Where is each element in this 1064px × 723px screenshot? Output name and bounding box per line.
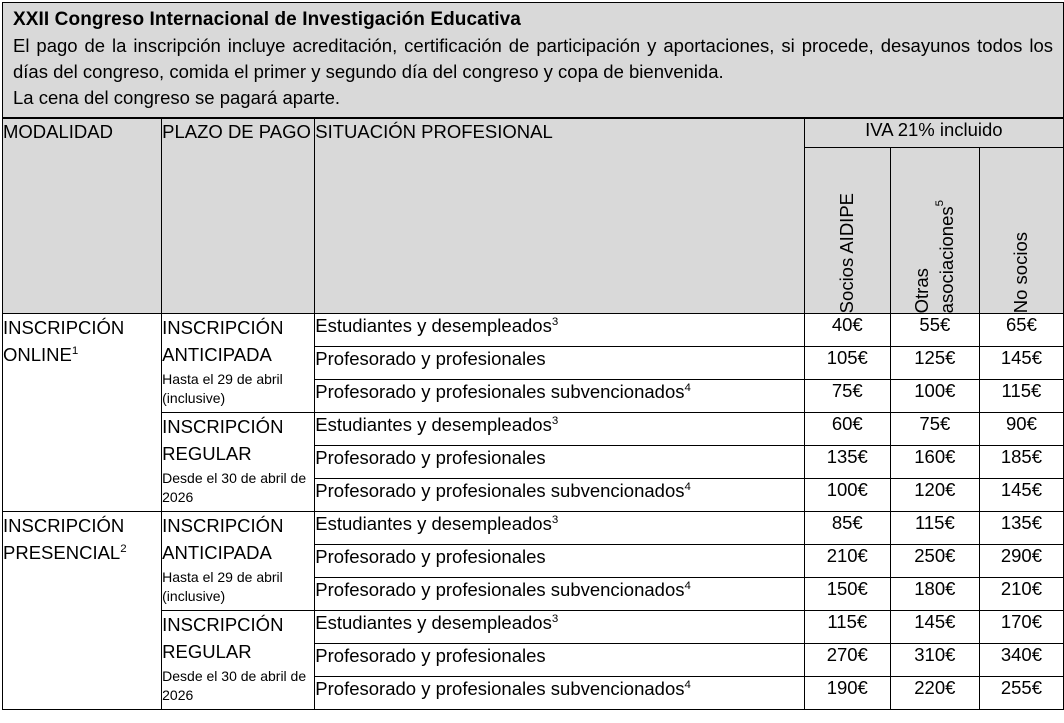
column-header-otras-asociaciones — [890, 148, 979, 314]
price-cell-no-socios: 115€ — [979, 380, 1063, 413]
column-header-iva-group: IVA 21% incluido — [804, 119, 1063, 148]
situacion-cell — [315, 479, 804, 512]
plazo-note: Hasta el 29 de abril (inclusive) — [162, 371, 283, 406]
price-cell-socios-aidipe: 210€ — [804, 545, 890, 578]
price-cell-otras-asociaciones: 120€ — [890, 479, 979, 512]
price-cell-no-socios: 90€ — [979, 413, 1063, 446]
modality-footnote: 1 — [71, 344, 79, 357]
otras-asociaciones-label — [910, 196, 960, 313]
page-title: XXII Congreso Internacional de Investigación Educativa — [13, 9, 521, 30]
situacion-cell — [315, 413, 804, 446]
situacion-label: Estudiantes y desempleados — [315, 315, 552, 336]
intro-line-3: La cena del congreso se pagará aparte. — [13, 87, 341, 108]
plazo-title-line-2: ANTICIPADA — [162, 344, 272, 365]
situacion-cell — [315, 446, 804, 479]
price-cell-otras-asociaciones: 145€ — [890, 611, 979, 644]
price-cell-otras-asociaciones: 310€ — [890, 644, 979, 677]
situacion-cell — [315, 578, 804, 611]
price-cell-no-socios: 145€ — [979, 347, 1063, 380]
price-cell-no-socios: 145€ — [979, 479, 1063, 512]
plazo-title-line-2: REGULAR — [162, 641, 252, 662]
situacion-label: Profesorado y profesionales subvencionados — [315, 480, 685, 501]
situacion-footnote: 3 — [551, 513, 559, 526]
pricing-sheet — [0, 2, 1064, 723]
price-cell-otras-asociaciones: 115€ — [890, 512, 979, 545]
plazo-title-line-1: INSCRIPCIÓN — [162, 416, 284, 437]
price-cell-otras-asociaciones: 160€ — [890, 446, 979, 479]
column-header-plazo-de-pago: PLAZO DE PAGO — [162, 119, 315, 314]
table-row — [3, 413, 1064, 446]
price-cell-no-socios: 135€ — [979, 512, 1063, 545]
price-cell-otras-asociaciones: 220€ — [890, 677, 979, 710]
situacion-footnote: 3 — [551, 414, 559, 427]
situacion-cell — [315, 545, 804, 578]
situacion-label: Profesorado y profesionales subvencionados — [315, 678, 685, 699]
modality-label: INSCRIPCIÓN ONLINE — [3, 317, 125, 365]
plazo-title-line-2: REGULAR — [162, 443, 252, 464]
modality-footnote: 2 — [120, 542, 127, 555]
price-cell-no-socios: 210€ — [979, 578, 1063, 611]
situacion-cell — [315, 512, 804, 545]
price-cell-socios-aidipe: 190€ — [804, 677, 890, 710]
price-cell-otras-asociaciones: 180€ — [890, 578, 979, 611]
situacion-label: Profesorado y profesionales subvencionados — [315, 381, 685, 402]
otras-asociaciones-line-2 — [933, 199, 957, 313]
otras-asociaciones-text: asociaciones — [935, 206, 957, 313]
price-cell-socios-aidipe: 150€ — [804, 578, 890, 611]
column-header-no-socios — [979, 148, 1063, 314]
pricing-table — [2, 118, 1064, 710]
plazo-cell-1-1 — [162, 314, 315, 413]
price-cell-otras-asociaciones: 100€ — [890, 380, 979, 413]
plazo-note: Desde el 30 de abril de 2026 — [162, 470, 307, 505]
price-cell-socios-aidipe: 105€ — [804, 347, 890, 380]
situacion-footnote: 3 — [551, 612, 559, 625]
header-row-group — [3, 119, 1064, 148]
plazo-note: Hasta el 29 de abril (inclusive) — [162, 569, 283, 604]
intro-line-1: El pago de la inscripción incluye acreditación, certificación de participación y aportaciones, si procede, — [13, 35, 874, 56]
socios-aidipe-label: Socios AIDIPE — [835, 192, 857, 313]
column-header-modalidad: MODALIDAD — [3, 119, 162, 314]
situacion-label: Profesorado y profesionales — [315, 546, 546, 567]
price-cell-socios-aidipe: 75€ — [804, 380, 890, 413]
plazo-title-line-1: INSCRIPCIÓN — [162, 614, 284, 635]
price-cell-otras-asociaciones: 250€ — [890, 545, 979, 578]
situacion-label: Profesorado y profesionales — [315, 447, 546, 468]
intro-paragraph — [13, 33, 1053, 111]
price-cell-no-socios: 340€ — [979, 644, 1063, 677]
plazo-title-line-1: INSCRIPCIÓN — [162, 317, 284, 338]
column-header-situacion-profesional: SITUACIÓN PROFESIONAL — [315, 119, 804, 314]
price-cell-no-socios: 255€ — [979, 677, 1063, 710]
price-cell-socios-aidipe: 100€ — [804, 479, 890, 512]
plazo-note: Desde el 30 de abril de 2026 — [162, 668, 307, 703]
price-cell-no-socios: 65€ — [979, 314, 1063, 347]
table-row — [3, 314, 1064, 347]
otras-asociaciones-line-1: Otras — [910, 267, 932, 313]
price-cell-socios-aidipe: 40€ — [804, 314, 890, 347]
price-cell-otras-asociaciones: 125€ — [890, 347, 979, 380]
table-header — [3, 119, 1064, 314]
price-cell-no-socios: 185€ — [979, 446, 1063, 479]
plazo-cell-2-1 — [162, 512, 315, 611]
table-row — [3, 512, 1064, 545]
plazo-cell-2-2 — [162, 611, 315, 710]
situacion-cell — [315, 611, 804, 644]
situacion-label: Profesorado y profesionales — [315, 348, 546, 369]
situacion-cell — [315, 644, 804, 677]
price-cell-socios-aidipe: 115€ — [804, 611, 890, 644]
situacion-footnote: 4 — [684, 579, 691, 592]
price-cell-socios-aidipe: 270€ — [804, 644, 890, 677]
no-socios-label: No socios — [1010, 231, 1032, 313]
price-cell-socios-aidipe: 135€ — [804, 446, 890, 479]
column-header-socios-aidipe — [804, 148, 890, 314]
price-cell-otras-asociaciones: 75€ — [890, 413, 979, 446]
situacion-label: Profesorado y profesionales subvencionados — [315, 579, 685, 600]
intro-block — [2, 2, 1064, 118]
modality-cell-2 — [3, 512, 162, 710]
modality-label: INSCRIPCIÓN PRESENCIAL — [3, 515, 125, 563]
situacion-label: Estudiantes y desempleados — [315, 414, 552, 435]
situacion-cell — [315, 314, 804, 347]
situacion-footnote: 4 — [684, 678, 691, 691]
otras-asociaciones-footnote: 5 — [933, 199, 946, 207]
situacion-cell — [315, 347, 804, 380]
price-cell-no-socios: 290€ — [979, 545, 1063, 578]
price-cell-otras-asociaciones: 55€ — [890, 314, 979, 347]
price-cell-socios-aidipe: 85€ — [804, 512, 890, 545]
price-cell-socios-aidipe: 60€ — [804, 413, 890, 446]
situacion-cell — [315, 677, 804, 710]
situacion-label: Profesorado y profesionales — [315, 645, 546, 666]
plazo-title-line-2: ANTICIPADA — [162, 542, 272, 563]
situacion-label: Estudiantes y desempleados — [315, 513, 552, 534]
situacion-footnote: 4 — [684, 381, 691, 394]
table-body — [3, 314, 1064, 710]
situacion-footnote: 3 — [551, 315, 559, 328]
price-cell-no-socios: 170€ — [979, 611, 1063, 644]
situacion-label: Estudiantes y desempleados — [315, 612, 552, 633]
intro-line-2: desayunos todos los días del congreso, comida el primer y segundo día del congreso y copa de bienvenida. — [13, 35, 1054, 82]
plazo-title-line-1: INSCRIPCIÓN — [162, 515, 284, 536]
situacion-cell — [315, 380, 804, 413]
modality-cell-1 — [3, 314, 162, 512]
table-row — [3, 611, 1064, 644]
plazo-cell-1-2 — [162, 413, 315, 512]
situacion-footnote: 4 — [684, 480, 691, 493]
